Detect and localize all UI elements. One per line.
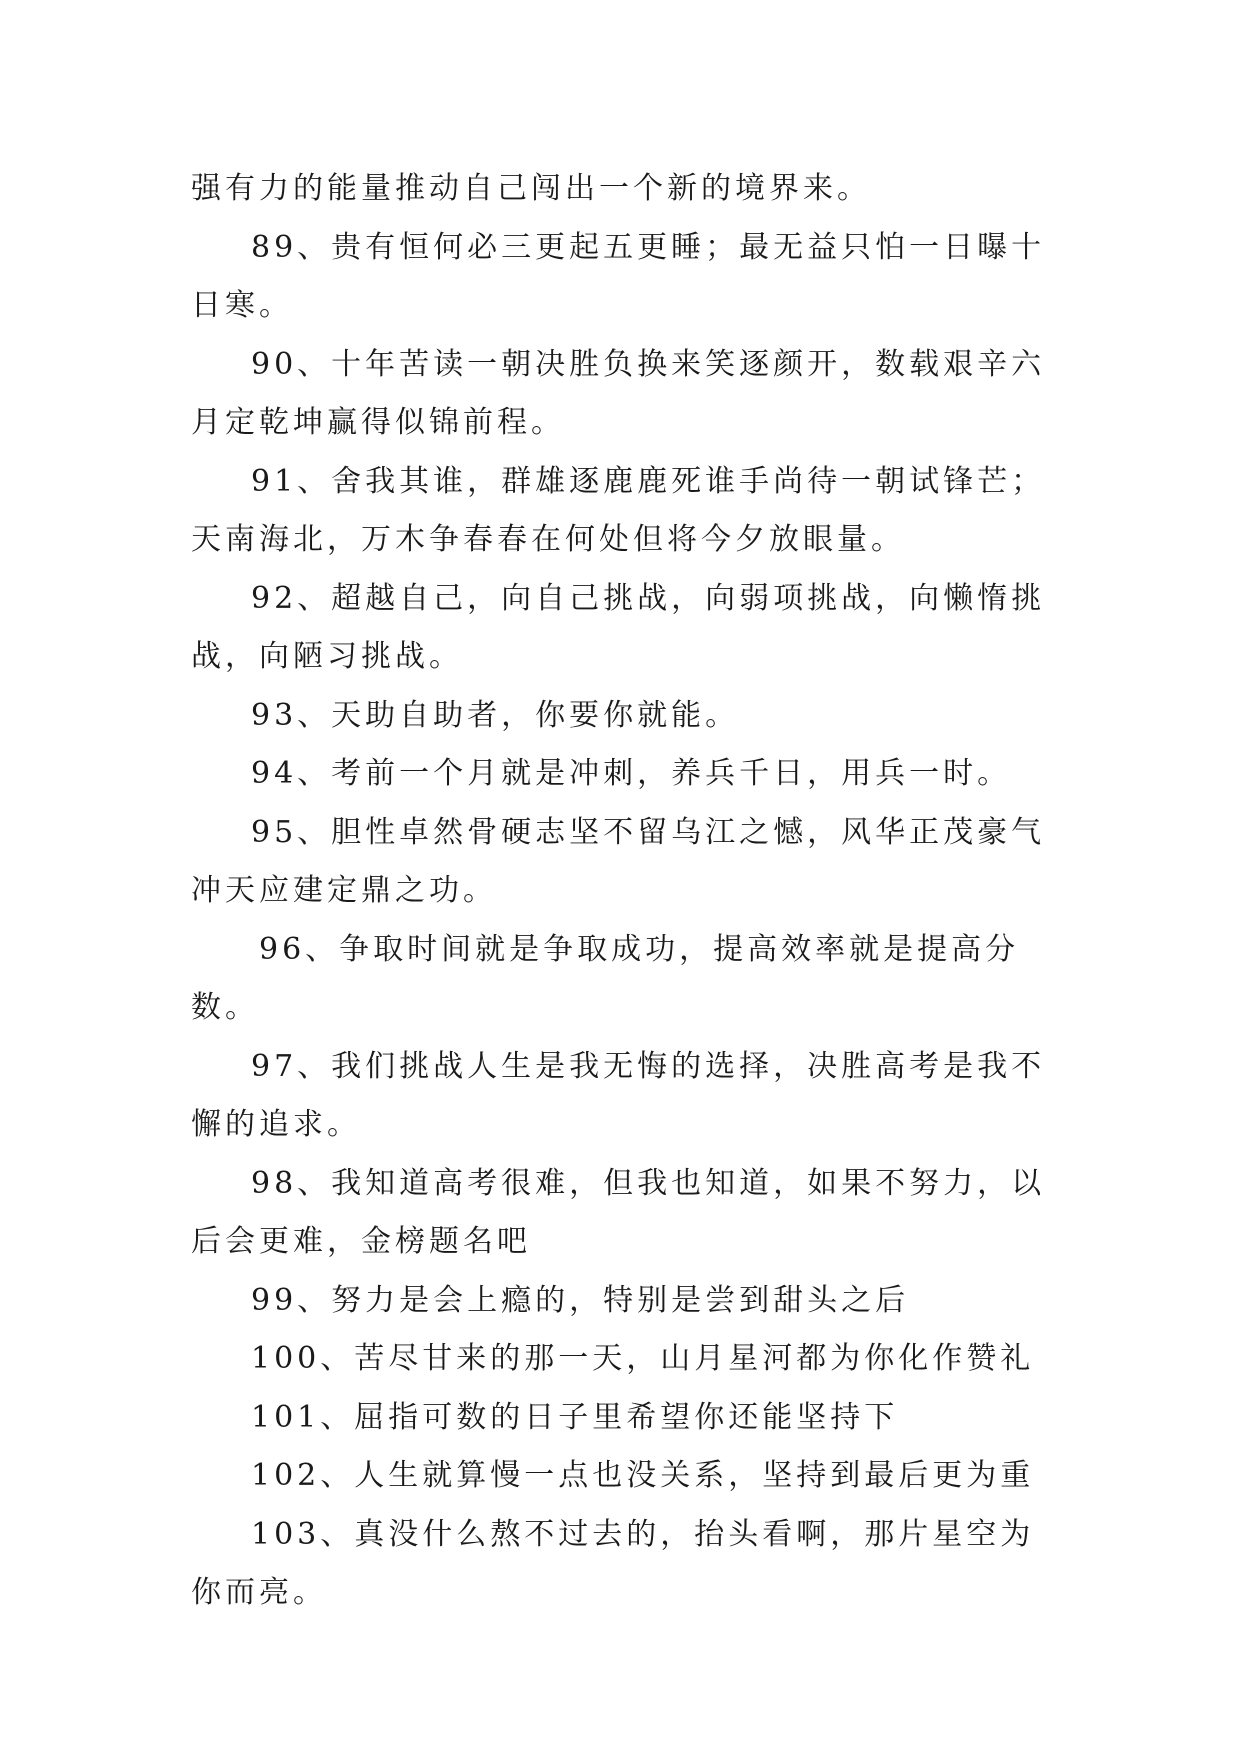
paragraph-item-89: 89、贵有恒何必三更起五更睡；最无益只怕一日曝十日寒。 — [191, 229, 1046, 323]
paragraph-item-90: 90、十年苦读一朝决胜负换来笑逐颜开，数载艰辛六月定乾坤赢得似锦前程。 — [191, 346, 1046, 440]
paragraph-item-102: 102、人生就算慢一点也没关系，坚持到最后更为重 — [251, 1458, 1035, 1493]
paragraph-item-101: 101、屈指可数的日子里希望你还能坚持下 — [251, 1399, 899, 1435]
paragraph-item-100: 100、苦尽甘来的那一天，山月星河都为你化作赞礼 — [251, 1341, 1035, 1376]
paragraph-item-93: 93、天助自助者，你要你就能。 — [251, 697, 740, 733]
document-body — [191, 160, 1051, 1623]
paragraph-item-97: 97、我们挑战人生是我无悔的选择，决胜高考是我不懈的追求。 — [191, 1048, 1046, 1142]
paragraph-item-96: 96、争取时间就是争取成功，提高效率就是提高分数。 — [191, 931, 1020, 1025]
paragraph-item-92: 92、超越自己，向自己挑战，向弱项挑战，向懒惰挑战，向陋习挑战。 — [191, 580, 1046, 674]
paragraph-item-95: 95、胆性卓然骨硬志坚不留乌江之憾，风华正茂豪气冲天应建定鼎之功。 — [191, 814, 1046, 908]
paragraph-item-99: 99、努力是会上瘾的，特别是尝到甜头之后 — [251, 1282, 910, 1318]
paragraph-item-91: 91、舍我其谁，群雄逐鹿鹿死谁手尚待一朝试锋芒；天南海北，万木争春春在何处但将今夕放眼量。 — [191, 463, 1046, 557]
paragraph-continuation: 强有力的能量推动自己闯出一个新的境界来。 — [191, 171, 871, 206]
paragraph-item-94: 94、考前一个月就是冲刺，养兵千日，用兵一时。 — [251, 756, 1012, 791]
paragraph-item-98: 98、我知道高考很难，但我也知道，如果不努力，以后会更难，金榜题名吧 — [191, 1165, 1046, 1259]
paragraph-item-103: 103、真没什么熬不过去的，抬头看啊，那片星空为你而亮。 — [191, 1516, 1035, 1610]
